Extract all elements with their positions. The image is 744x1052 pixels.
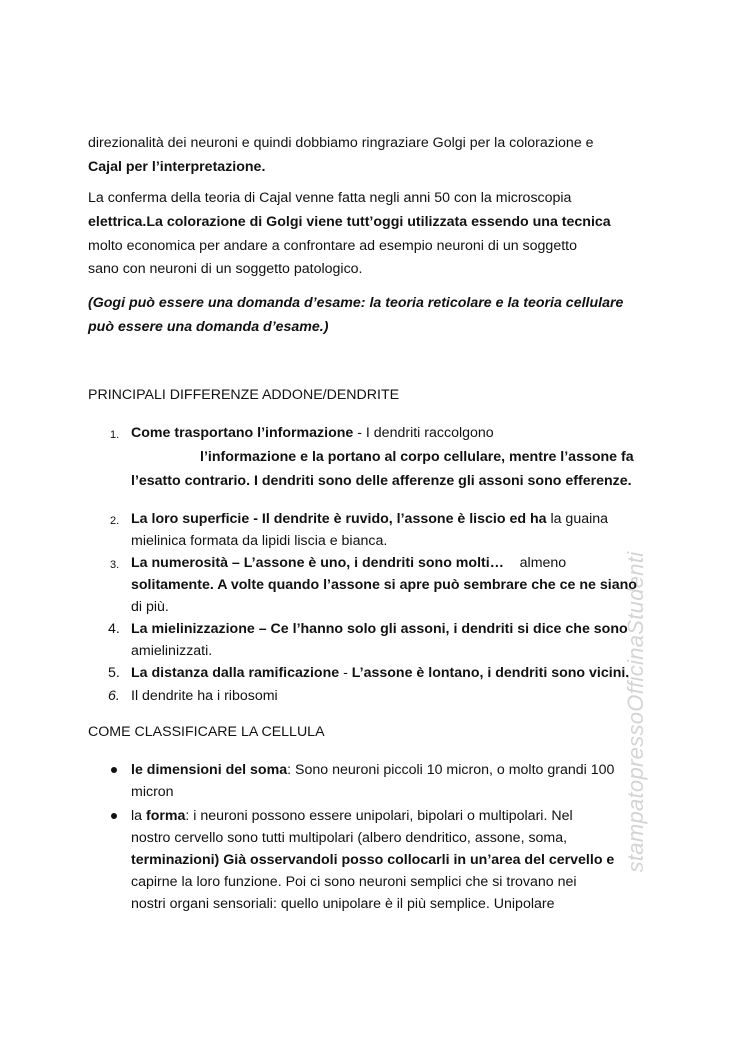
item-title: La loro superficie <box>131 511 250 527</box>
item-text-bold: L’assone è lontano, i dendriti sono vicini. <box>351 665 630 681</box>
item-text: - I dendriti raccolgono <box>353 425 494 441</box>
list-number: 2. <box>110 515 120 527</box>
bullet-item-2-line-5: nostri organi sensoriali: quello unipolare è il più semplice. Unipolare <box>131 896 555 912</box>
list-item-2-line-2: mielinica formata da lipidi liscia e bianca. <box>131 533 388 549</box>
bullet-item-2-line-2: nostro cervello sono tutti multipolari (albero dendritico, assone, soma, <box>131 830 568 846</box>
list-number: 5. <box>108 665 120 681</box>
paragraph-1-line-2: Cajal per l’interpretazione. <box>88 159 266 175</box>
bullet-icon <box>111 767 117 773</box>
item-title: Come trasportano l’informazione <box>131 425 354 441</box>
bullet-item-2 <box>131 807 573 825</box>
item-text: : Sono neuroni piccoli 10 micron, o molto grandi 100 <box>287 762 615 778</box>
paragraph-2-line-4: sano con neuroni di un soggetto patologico. <box>88 261 363 277</box>
list-item-3-line-3: di più. <box>131 599 169 615</box>
list-item-1-line-3: l’esatto contrario. I dendriti sono delle afferenze gli assoni sono efferenze. <box>131 473 632 489</box>
list-item-1 <box>131 424 494 442</box>
item-title: le dimensioni del soma <box>131 762 288 778</box>
list-number: 1. <box>110 429 120 441</box>
list-item-4 <box>131 620 628 638</box>
list-item-1-line-2: l’informazione e la portano al corpo cellulare, mentre l’assone fa <box>200 449 634 465</box>
section-heading-differences: PRINCIPALI DIFFERENZE ADDONE/DENDRITE <box>88 387 400 403</box>
item-title: La distanza dalla ramificazione <box>131 665 340 681</box>
list-number: 3. <box>110 559 120 571</box>
watermark: stampatopressoOfficinaStudenti <box>623 551 648 873</box>
bullet-item-2-line-3: terminazioni) Già osservandoli posso collocarli in un’area del cervello e <box>131 852 615 868</box>
item-text-bold: – Ce l’hanno solo gli assoni, i dendriti si dice che sono <box>254 621 628 637</box>
item-text: la guaina <box>546 511 609 527</box>
list-number: 6. <box>108 688 120 704</box>
list-item-4-line-2: amielinizzati. <box>131 643 213 659</box>
item-text: almeno <box>503 555 567 571</box>
item-title: forma <box>145 808 186 824</box>
bullet-item-1 <box>131 761 614 779</box>
item-prefix: la <box>131 808 146 824</box>
list-item-5 <box>131 664 629 682</box>
item-text-bold: L’assone è uno, i dendriti sono molti… <box>239 555 504 571</box>
item-text-bold: - Il dendrite è ruvido, l’assone è liscio ed ha <box>249 511 547 527</box>
list-number: 4. <box>108 621 120 637</box>
bullet-icon <box>111 813 117 819</box>
exam-note-line-2: può essere una domanda d’esame.) <box>88 319 329 335</box>
list-item-3 <box>131 554 566 572</box>
section-heading-classification: COME CLASSIFICARE LA CELLULA <box>88 724 325 740</box>
paragraph-2-line-1: La conferma della teoria di Cajal venne fatta negli anni 50 con la microscopia <box>88 190 572 206</box>
list-item-6: Il dendrite ha i ribosomi <box>131 688 278 704</box>
list-item-2 <box>131 510 608 528</box>
item-title: La mielinizzazione <box>131 621 255 637</box>
item-text: : i neuroni possono essere unipolari, bipolari o multipolari. Nel <box>185 808 573 824</box>
paragraph-2-line-2: elettrica.La colorazione di Golgi viene tutt’oggi utilizzata essendo una tecnica <box>88 214 611 230</box>
bullet-item-2-line-4: capirne la loro funzione. Poi ci sono neuroni semplici che si trovano nei <box>131 874 577 890</box>
bullet-item-1-line-2: micron <box>131 784 174 800</box>
item-text: - <box>339 665 352 681</box>
paragraph-1-line-1: direzionalità dei neuroni e quindi dobbiamo ringraziare Golgi per la colorazione e <box>88 135 594 151</box>
paragraph-2-line-3: molto economica per andare a confrontare ad esempio neuroni di un soggetto <box>88 238 577 254</box>
item-title: La numerosità – <box>131 555 240 571</box>
list-item-3-line-2: solitamente. A volte quando l’assone si apre può sembrare che ce ne siano <box>131 577 637 593</box>
exam-note-line-1: (Gogi può essere una domanda d’esame: la teoria reticolare e la teoria cellulare <box>88 295 624 311</box>
